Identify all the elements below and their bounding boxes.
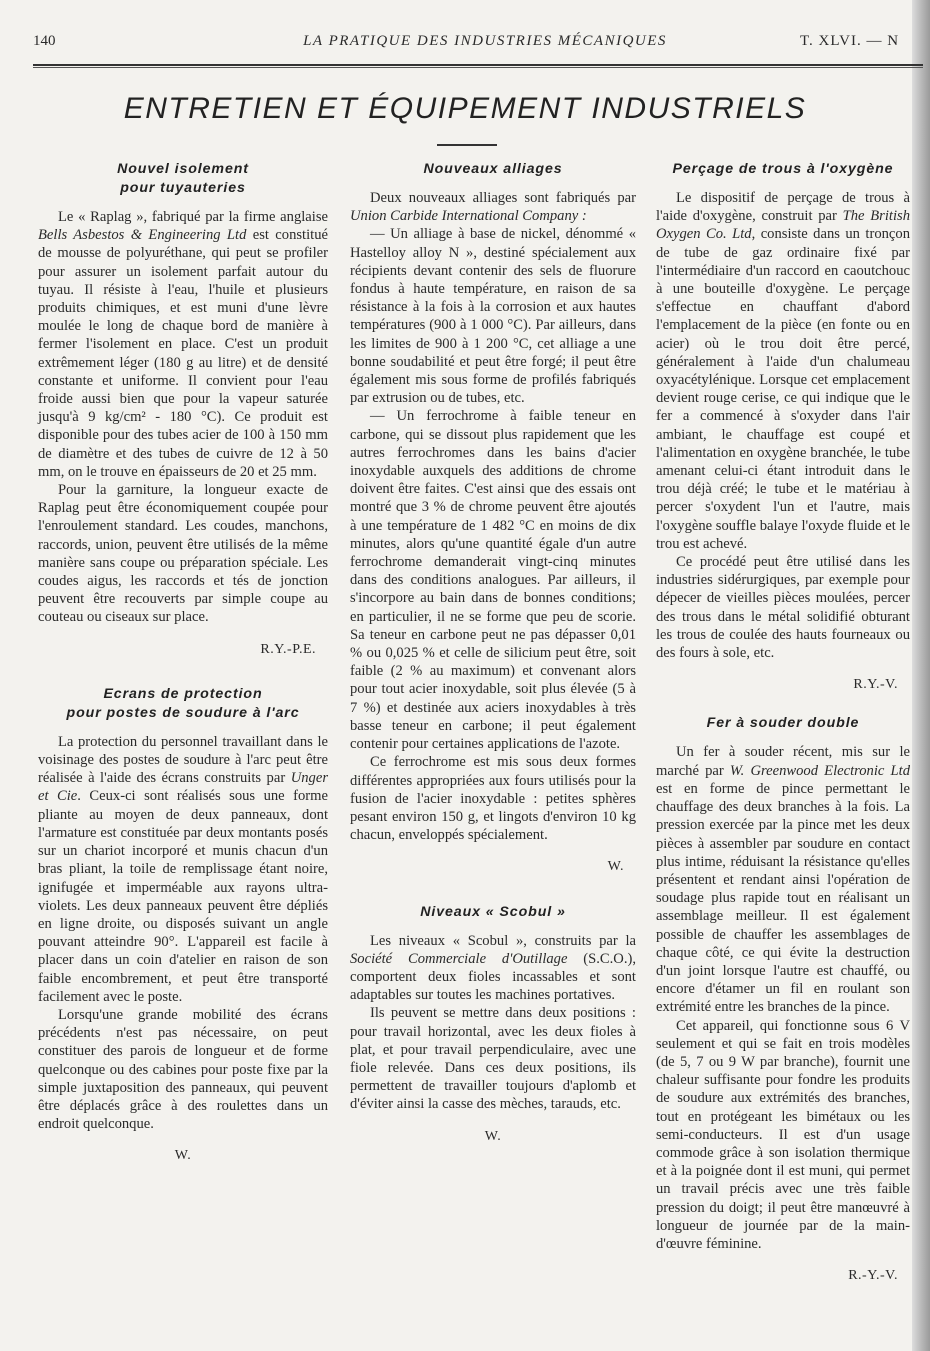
paragraph: Ce procédé peut être utilisé dans les industries sidérurgiques, par exemple pour dépecer de vieilles pièces moulées, percer des trous dans le métal solidifié obturant les trous de coulée des hauts fourneaux ou des fours à sole, etc.: [656, 554, 910, 662]
section-title: ENTRETIEN ET ÉQUIPEMENT INDUSTRIELS: [123, 92, 807, 125]
article-ecrans: [38, 685, 328, 1166]
heading-line: pour tuyauteries: [120, 180, 246, 196]
signature: W.: [484, 1128, 502, 1144]
paragraph: Ce ferrochrome est mis sous deux formes différentes appropriées aux fours utilisés pour la fusion de l'acier inoxydable : petites sphères pesant environ 150 g, et lingots d'environ 10 kg chacun, enveloppés spécialement.: [350, 754, 636, 844]
paragraph: Les niveaux « Scobul », construits par la Société Commerciale d'Outillage (S.C.O.), comportent deux fioles incassables et sont adaptables sur toutes les machines portatives.: [350, 932, 636, 1004]
paragraph: Ils peuvent se mettre dans deux positions : pour travail horizontal, avec les deux fioles à plat, et pour travail perpendiculaire, avec une fiole relevée. Dans ces deux positions, ils permettent de travailler toujours d'aplomb et d'éviter ainsi la casse des mèches, tarauds, etc.: [350, 1005, 636, 1113]
signature: W.: [174, 1148, 192, 1164]
running-header: [0, 33, 930, 53]
volume-number: T. XLVI. — N: [800, 33, 900, 49]
signature: R.Y.-P.E.: [260, 641, 316, 657]
firm-name: W. Greenwood Electronic Ltd: [729, 762, 910, 779]
page-spine-shadow: [912, 0, 930, 1351]
article-heading: [38, 685, 328, 723]
signature: R.Y.-V.: [853, 677, 898, 693]
column-middle: [350, 160, 636, 1146]
header-rule-thin: [33, 67, 923, 68]
header-rule: [33, 64, 923, 66]
article-heading: Fer à souder double: [706, 715, 860, 732]
paragraph: — Un ferrochrome à faible teneur en carbone, qui se dissout plus rapidement que les autres ferrochromes dans les bains d'acier inoxydable auxquels des additions de chrome doivent être faites. C'est ainsi que des essais ont montré que 3 % de chrome peuvent être ajoutés à une température de 1 482 °C en moins de dix minutes, alors qu'une quantité égale d'un autre ferrochrome demanderait vingt-cinq minutes dans des conditions analogues. Par ailleurs, il s'incorpore au bain dans de bonnes conditions; en particulier, il ne se forme que peu de scorie. Sa teneur en carbone peut ne pas dépasser 0,01 % ou 0,025 % et celle de silicium peut être, soit faible (2 % au maximum) et convenant alors pour tout acier inoxydable, soit plus élevée (5 à 7 %) et destinée aux aciers inoxydables à très basse teneur en carbone; il peut également contenir pour certaines applications de l'azote.: [350, 408, 636, 753]
page-number: 140: [33, 33, 56, 49]
article-heading: Nouveaux alliages: [423, 161, 563, 177]
paragraph: Le « Raplag », fabriqué par la firme anglaise Bells Asbestos & Engineering Ltd est constitué de mousse de polyuréthane, qui peut se profiler pour assurer un isolement parfait autour du tuyau. Il résiste à l'eau, l'huile et plusieurs produits chimiques, et est muni d'une lèvre moulée le long de chaque bord de manière à fermer l'isolement en place. C'est un produit extrêmement léger (180 g au litre) et de densité constante et uniforme. Il convient pour l'eau froide aussi bien que pour la vapeur saturée jusqu'à 9 kg/cm² - 180 °C). Ce produit est disponible pour des tubes acier de 100 à 150 mm de diamètre et des tubes de cuivre de 12 à 50 mm, on le trouve en épaisseurs de 20 et 25 mm.: [38, 209, 328, 480]
paragraph: Lorsqu'une grande mobilité des écrans précédents n'est pas nécessaire, on peut constituer des parois de longueur et de forme quelconque ou des cabines pour poste fixe par la simple juxtaposition des panneaux, qui peuvent être déplacés grâce à des roulettes dans un endroit quelconque.: [38, 1006, 328, 1133]
heading-line: Ecrans de protection: [103, 685, 263, 702]
column-right: [656, 160, 910, 1285]
article-isolement: [38, 160, 328, 659]
article-fer: [656, 714, 910, 1285]
paragraph: — Un alliage à base de nickel, dénommé « Hastelloy alloy N », destiné spécialement aux récipients devant contenir des sels de fluorure fondus à haute température, en raison de sa résistance à la fois à la corrosion et aux hautes températures (900 à 1 000 °C). Par ailleurs, dans les limites de 900 à 1 200 °C, cet alliage a une bonne soudabilité et peut être forgé; il peut être également mis sous forme de profilés fabriqués par extrusion ou de tubes, etc.: [350, 226, 636, 407]
journal-title: LA PRATIQUE DES INDUSTRIES MÉCANIQUES: [303, 33, 667, 49]
paragraph: Un fer à souder récent, mis sur le marché par W. Greenwood Electronic Ltd est en forme de pince permettant le chauffage des deux branches à la fois. La pression exercée par la pince met les deux pièces à assembler par soudure en contact plus intime, réduisant la résistance qu'elles présentent et rendant ainsi l'opération de soudage plus rapide tout en réalisant un assemblage meilleur. Il est également possible de chauffer les assemblages de chaque côté, ce qui évite la destruction d'un joint lorsque l'autre est chauffé, ou encore d'étamer un fil en roulant son extrémité entre les branches de la pince.: [656, 744, 910, 1016]
firm-name: Société Commerciale d'Outillage: [350, 950, 568, 967]
signature: W.: [607, 859, 624, 875]
signature: R.-Y.-V.: [848, 1268, 898, 1284]
article-heading: Niveaux « Scobul »: [420, 903, 566, 920]
firm-name: The British Oxygen Co. Ltd: [656, 208, 910, 243]
paragraph: Pour la garniture, la longueur exacte de Raplag peut être économiquement coupée pour l'enroulement standard. Les coudes, manchons, raccords, union, peuvent être utilisés de la même manière sans coupe ou préparation spéciale. Les coudes aigus, les raccords et tés de jonction peuvent être recouverts par simple coupe au couteau ou ciseaux sur place.: [38, 482, 328, 626]
article-alliages: [350, 160, 636, 877]
heading-line: Nouvel isolement: [117, 161, 249, 177]
article-heading: Perçage de trous à l'oxygène: [672, 161, 894, 177]
paragraph: La protection du personnel travaillant dans le voisinage des postes de soudure à l'arc peut être réalisée à l'aide des écrans construits par Unger et Cie. Ceux-ci sont réalisés sous une forme pliante au moyen de deux panneaux, dont l'armature est constituée par deux montants posés sur un chariot incorporé et munis chacun d'un bras pliant, la toile de remplissage étant noire, ignifugée et imperméable aux rayons ultra-violets. Les deux panneaux peuvent être dépliés en ligne droite, ou disposés suivant un angle pouvant atteindre 90°. L'appareil est facile à placer dans un coin d'atelier en raison de son faible encombrement, et peut être transporté facilement avec le poste.: [38, 733, 328, 1005]
title-underline: [437, 144, 497, 146]
article-heading: [38, 160, 328, 198]
column-left: [38, 160, 328, 1166]
firm-name: Unger et Cie: [38, 770, 328, 805]
article-percage: [656, 160, 910, 694]
article-niveaux: [350, 903, 636, 1146]
paragraph: Le dispositif de perçage de trous à l'aide d'oxygène, construit par The British Oxygen Co. Ltd, consiste dans un tronçon de tube de gaz ordinaire fixé par l'intermédiaire d'un raccord en caoutchouc à une bouteille d'oxygène. Le perçage s'effectue en chauffant d'abord l'emplacement de la pièce (en fonte ou en acier) où le trou doit être percé, généralement à l'aide d'un chalumeau oxyacétylénique. Lorsque cet emplacement devient rouge cerise, ce qui indique que le fer a commencé à s'oxyder dans l'air ambiant, le chauffage est coupé et l'alimentation en oxygène branchée, le tube amenant celui-ci étant introduit dans le trou déjà créé; le tube et le matériau à percer s'oxydent l'un et l'autre, mais l'oxygène souffle balaye l'oxyde fluide et le trou est achevé.: [656, 190, 910, 552]
paragraph: Cet appareil, qui fonctionne sous 6 V seulement et qui se fait en trois modèles (de 5, 7 ou 9 W par branche), fournit une chaleur suffisante pour fondre les produits de soudure aux extrémités des branches, tout en protégeant les bimétaux ou les semi-conducteurs. Il est d'un usage commode grâce à son isolation thermique et à la poignée dont il est muni, qui permet un travail précis avec une très faible pression du doigt; il peut être manœuvré à longueur de journée par de la main-d'œuvre féminine.: [656, 1017, 910, 1252]
heading-line: pour postes de soudure à l'arc: [66, 704, 300, 721]
firm-name: Union Carbide International Company :: [350, 208, 587, 225]
firm-name: Bells Asbestos & Engineering Ltd: [38, 227, 247, 244]
paragraph: Deux nouveaux alliages sont fabriqués par Union Carbide International Company :: [350, 190, 636, 225]
